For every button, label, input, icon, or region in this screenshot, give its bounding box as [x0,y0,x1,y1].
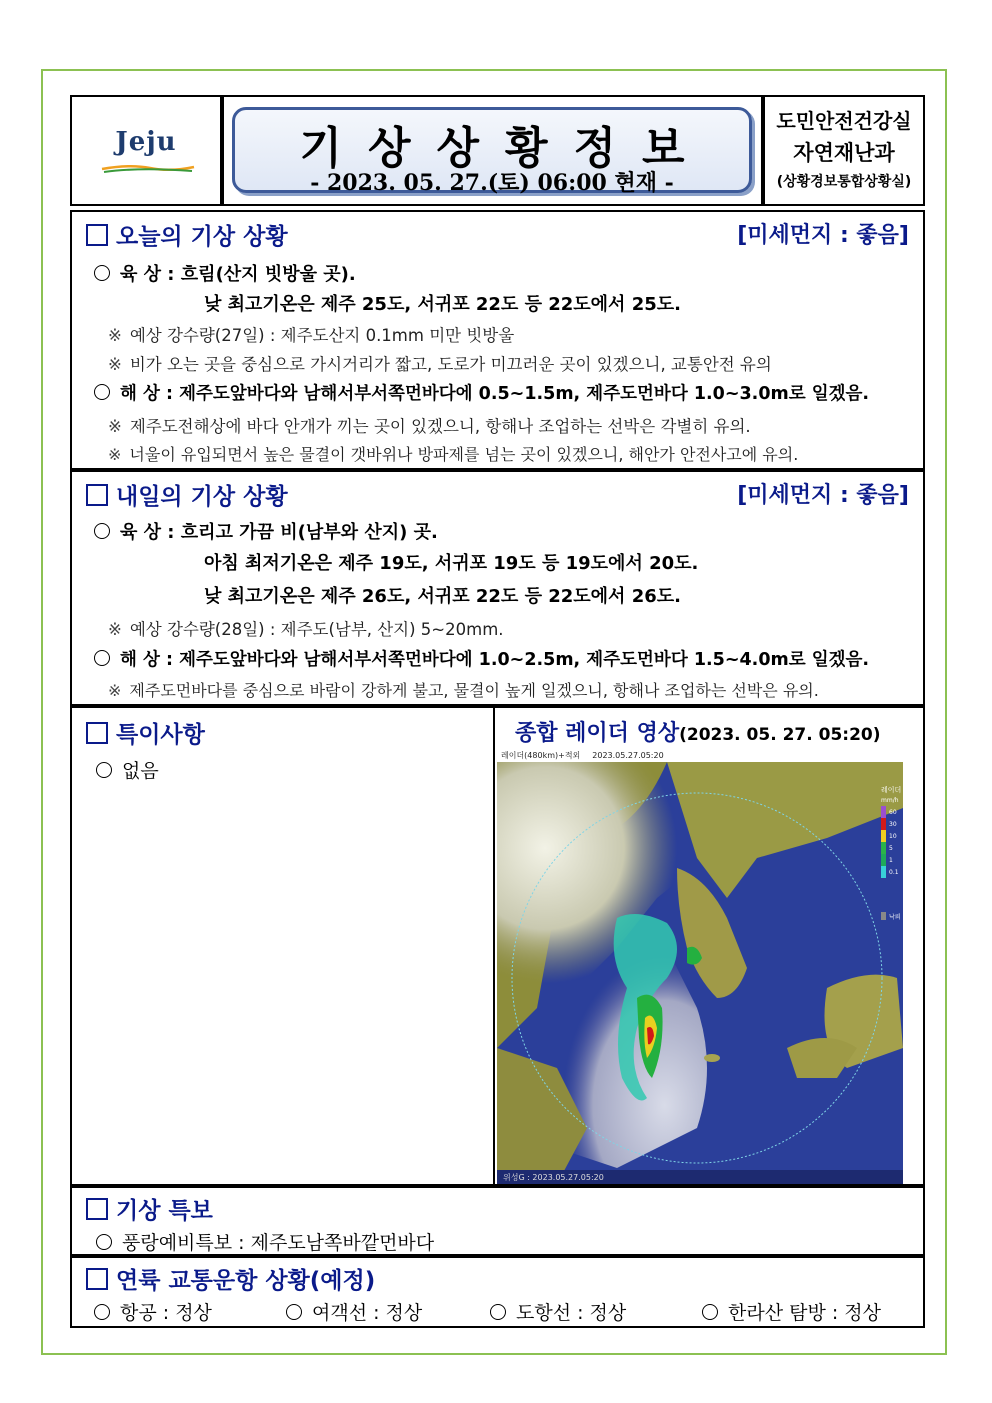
department-cell [763,95,925,206]
jeju-logo-cell [70,95,222,206]
tomorrow-land-line3: 낮 최고기온은 제주 26도, 서귀포 22도 등 22도에서 26도. [204,586,681,607]
svg-text:0.1: 0.1 [889,869,899,876]
today-section-title: 오늘의 기상 상황 [86,218,288,251]
radar-datetime: (2023. 05. 27. 05:20) [679,725,881,745]
circle-bullet-icon [702,1304,718,1320]
today-sea-line: 해 상 : 제주도앞바다와 남해서부서쪽먼바다에 0.5~1.5m, 제주도먼바다 1.0~3.0m로 일겠음. [94,380,869,405]
tomorrow-sea-line: 해 상 : 제주도앞바다와 남해서부서쪽먼바다에 1.0~2.5m, 제주도먼바다 1.5~4.0m로 일겠음. [94,646,869,671]
traffic-section [70,1256,925,1328]
department-room: (상황경보통합상황실) [776,174,912,190]
circle-bullet-icon [96,1234,112,1250]
today-fine-dust: [미세먼지 : 좋음] [737,223,909,248]
svg-text:레이더(480km)+적외2023.05.27.05:20: 레이더(480km)+적외 2023.05.27.05:20 [501,751,664,760]
checkbox-icon [86,722,108,744]
svg-text:1: 1 [889,857,893,864]
checkbox-icon [86,224,108,246]
today-land-line2: 낮 최고기온은 제주 25도, 서귀포 22도 등 22도에서 25도. [204,294,681,315]
svg-text:30: 30 [889,821,897,828]
special-notes-title: 특이사항 [86,716,205,749]
traffic-ferry: 여객선 : 정상 [286,1298,422,1325]
traffic-hallasan: 한라산 탐방 : 정상 [702,1298,881,1325]
department-division: 자연재난과 [793,141,895,165]
radar-title: 종합 레이더 영상(2023. 05. 27. 05:20) [515,721,881,746]
weather-warning-title: 기상 특보 [86,1192,213,1225]
jeju-logo: Jeju [115,127,177,157]
svg-text:위성G : 2023.05.27.05:20: 위성G : 2023.05.27.05:20 [503,1173,604,1182]
circle-bullet-icon [94,384,110,400]
today-note-fog: ※ 제주도전해상에 바다 안개가 끼는 곳이 있겠으니, 항해나 조업하는 선박은 각별히 유의. [108,417,751,436]
title-banner [232,107,752,196]
today-land-line1: 육 상 : 흐림(산지 빗방울 곳). [94,260,356,286]
tomorrow-fine-dust: [미세먼지 : 좋음] [737,483,909,508]
checkbox-icon [86,484,108,506]
weather-warning-section [70,1186,925,1256]
logo-swoosh-icon [100,163,196,173]
page-title: 기상상황정보 [299,123,711,174]
svg-text:60: 60 [889,809,897,816]
tomorrow-section-title: 내일의 기상 상황 [86,478,288,511]
department-office: 도민안전건강실 [776,109,912,133]
svg-text:mm/h: mm/h [881,797,899,804]
radar-section [493,706,925,1186]
traffic-air: 항공 : 정상 [94,1298,212,1325]
checkbox-icon [86,1268,108,1290]
circle-bullet-icon [96,762,112,778]
checkbox-icon [86,1198,108,1220]
tomorrow-weather-section [70,470,925,706]
tomorrow-land-line1: 육 상 : 흐리고 가끔 비(남부와 산지) 곳. [94,518,438,544]
radar-satellite-image [497,748,903,1184]
svg-text:5: 5 [889,845,893,852]
circle-bullet-icon [94,650,110,666]
circle-bullet-icon [94,265,110,281]
tomorrow-note-wind: ※ 제주도먼바다를 중심으로 바람이 강하게 불고, 물결이 높게 일겠으니, 항해나 조업하는 선박은 유의. [108,681,819,700]
circle-bullet-icon [94,1304,110,1320]
title-cell [222,95,763,206]
special-notes-item: 없음 [96,756,159,783]
traffic-island-ferry: 도항선 : 정상 [490,1298,626,1325]
svg-text:낙뢰: 낙뢰 [889,914,901,921]
report-datetime: - 2023. 05. 27.(토) 06:00 현재 - [310,170,674,196]
traffic-title: 연륙 교통운항 상황(예정) [86,1262,375,1295]
special-notes-section [70,706,495,1186]
svg-text:10: 10 [889,833,897,840]
tomorrow-land-line2: 아침 최저기온은 제주 19도, 서귀포 19도 등 19도에서 20도. [204,553,699,574]
tomorrow-note-precip: ※ 예상 강수량(28일) : 제주도(남부, 산지) 5~20mm. [108,620,504,639]
circle-bullet-icon [286,1304,302,1320]
circle-bullet-icon [94,523,110,539]
today-note-visibility: ※ 비가 오는 곳을 중심으로 가시거리가 짧고, 도로가 미끄러운 곳이 있겠으니, 교통안전 유의 [108,355,772,374]
svg-text:레이더: 레이더 [881,786,902,794]
today-weather-section [70,210,925,470]
today-note-precip: ※ 예상 강수량(27일) : 제주도산지 0.1mm 미만 빗방울 [108,326,515,345]
today-note-swell: ※ 너울이 유입되면서 높은 물결이 갯바위나 방파제를 넘는 곳이 있겠으니, 해안가 안전사고에 유의. [108,445,799,464]
circle-bullet-icon [490,1304,506,1320]
weather-warning-item: 풍랑예비특보 : 제주도남쪽바깥먼바다 [96,1228,434,1255]
